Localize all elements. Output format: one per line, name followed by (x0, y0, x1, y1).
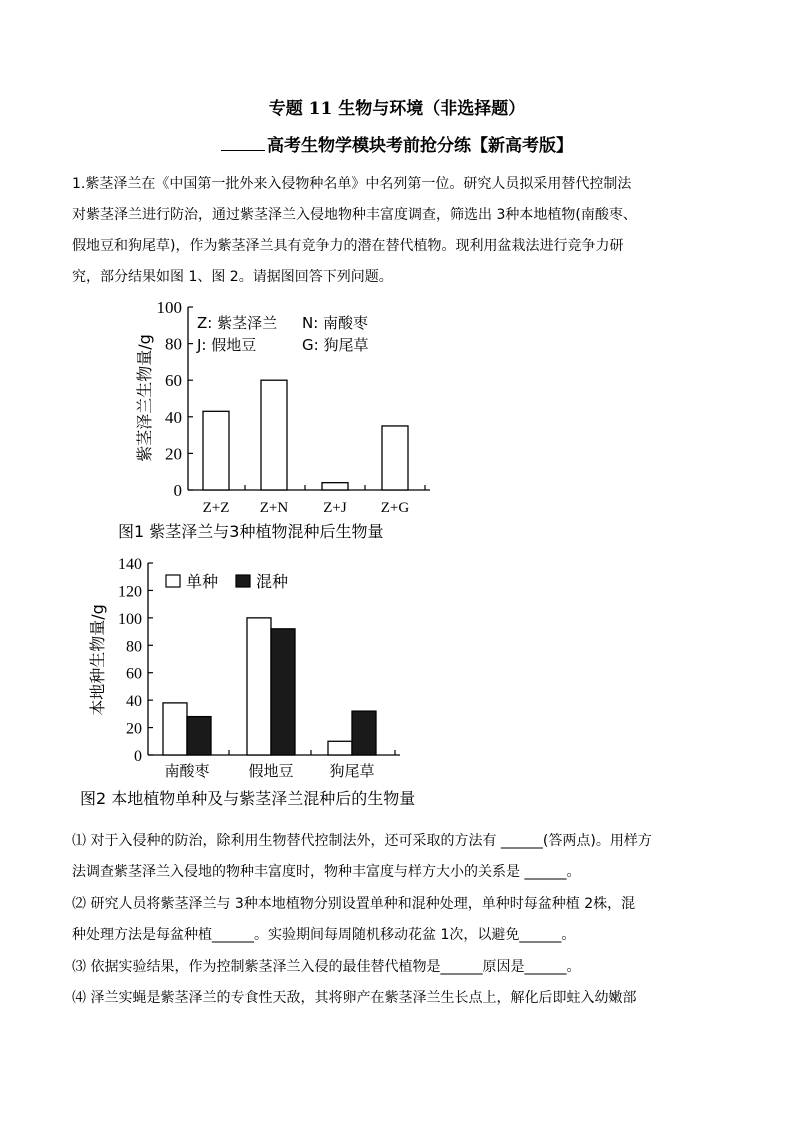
y-axis-label: 紫茎泽兰生物量/g (135, 334, 154, 462)
question-line: ⑶ 依据实验结果，作为控制紫茎泽兰入侵的最佳替代植物是______原因是______。 (72, 959, 581, 975)
figure-caption: 图2 本地植物单种及与紫茎泽兰混种后的生物量 (80, 789, 416, 808)
bar-mixed (187, 717, 211, 755)
x-tick-label: 南酸枣 (164, 762, 210, 780)
bar (203, 411, 229, 490)
x-tick-label: 假地豆 (248, 762, 294, 780)
y-tick-label: 20 (165, 444, 182, 464)
bar (261, 380, 287, 490)
bar-mixed (352, 711, 376, 755)
legend-item: G: 狗尾草 (302, 336, 369, 354)
y-tick-label: 0 (173, 481, 182, 500)
question-2 (72, 889, 732, 951)
x-tick-label: Z+Z (202, 500, 230, 516)
question-3 (72, 952, 732, 983)
legend-swatch-mixed (236, 575, 250, 587)
question-line: ⑵ 研究人员将紫茎泽兰与 3种本地植物分别设置单种和混种处理，单种时每盆种植 2株，混 (72, 896, 636, 912)
bar-single (247, 618, 271, 755)
y-tick-label: 40 (165, 407, 182, 427)
question-line: ⑷ 泽兰实蝇是紫茎泽兰的专食性天敌，其将卵产在紫茎泽兰生长点上，解化后即蛀入幼嫩部 (72, 990, 637, 1006)
legend-swatch-single (166, 575, 180, 587)
y-tick-label: 60 (165, 371, 182, 391)
question-4 (72, 983, 732, 1014)
page-subtitle (0, 131, 794, 156)
legend-item: N: 南酸枣 (302, 314, 369, 332)
x-tick-label: Z+N (259, 500, 289, 516)
bar (382, 426, 408, 490)
y-tick-label: 0 (134, 748, 142, 765)
y-tick-label: 20 (126, 720, 142, 738)
y-tick-label: 100 (156, 298, 182, 317)
bar (322, 483, 348, 490)
legend-label: 单种 (186, 572, 219, 591)
y-tick-label: 140 (118, 556, 142, 573)
title-prefix: 专题 (268, 99, 303, 119)
legend-item: Z: 紫茎泽兰 (197, 314, 278, 332)
question-line: ⑴ 对于入侵种的防治，除利用生物替代控制法外，还可采取的方法有 ______(答两点)。用样方 (72, 833, 652, 849)
page-title (0, 94, 794, 119)
intro-line: 究，部分结果如图 1、图 2。请据图回答下列问题。 (72, 269, 393, 285)
question-line: 法调查紫茎泽兰入侵地的物种丰富度时，物种丰富度与样方大小的关系是 ______。 (72, 864, 581, 880)
y-tick-label: 60 (126, 665, 142, 683)
legend-label: 混种 (256, 572, 289, 591)
y-tick-label: 80 (165, 334, 182, 354)
y-tick-label: 120 (118, 583, 142, 601)
intro-line: 1.紫茎泽兰在《中国第一批外来入侵物种名单》中名列第一位。研究人员拟采用替代控制法 (72, 176, 632, 192)
title-suffix: 生物与环境（非选择题） (338, 99, 526, 119)
y-tick-label: 100 (118, 610, 142, 628)
subtitle-rule (221, 150, 265, 151)
x-tick-label: 狗尾草 (329, 762, 375, 780)
bar-single (328, 741, 352, 755)
y-tick-label: 80 (126, 638, 142, 656)
y-axis-label: 本地种生物量/g (88, 604, 107, 716)
y-tick-label: 40 (126, 693, 142, 711)
subtitle-text: 高考生物学模块考前抢分练【新高考版】 (267, 136, 573, 156)
bar-mixed (271, 629, 295, 755)
question-1 (72, 826, 732, 888)
figure-caption: 图1 紫茎泽兰与3种植物混种后生物量 (118, 522, 384, 541)
question-line: 种处理方法是每盆种植______。实验期间每周随机移动花盆 1次，以避免______。 (72, 927, 576, 943)
bar-single (163, 703, 187, 755)
x-tick-label: Z+G (380, 500, 410, 516)
title-number: 11 (308, 99, 333, 119)
intro-line: 假地豆和狗尾草)，作为紫茎泽兰具有竞争力的潜在替代植物。现利用盆栽法进行竞争力研 (72, 238, 624, 254)
legend-item: J: 假地豆 (197, 336, 257, 354)
question-intro (72, 169, 732, 293)
intro-line: 对紫茎泽兰进行防治，通过紫茎泽兰入侵地物种丰富度调查，筛选出 3种本地植物(南酸枣、 (72, 207, 637, 223)
x-tick-label: Z+J (323, 500, 347, 516)
